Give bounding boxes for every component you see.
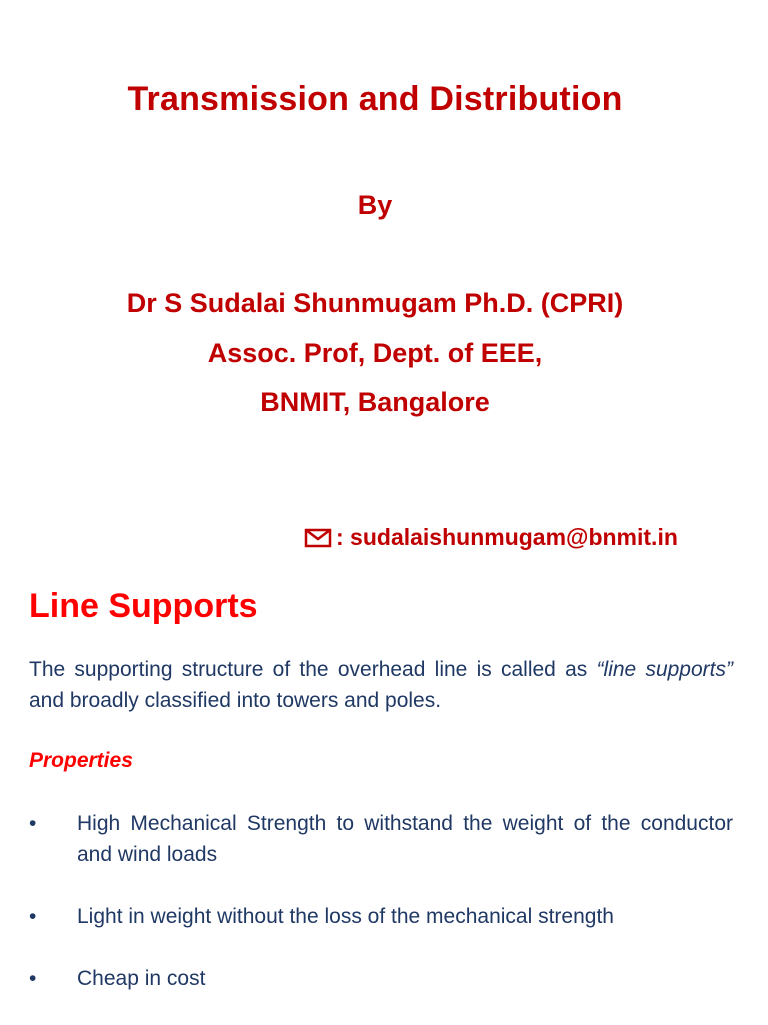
properties-label: Properties — [29, 749, 133, 772]
list-item-text: High Mechanical Strength to withstand the weight of the conductor and wind loads — [77, 812, 733, 866]
list-item — [29, 808, 733, 870]
paragraph-text-start: The supporting structure of the overhead line is called as — [29, 658, 597, 681]
author-designation: Assoc. Prof, Dept. of EEE, — [207, 338, 543, 368]
intro-paragraph — [29, 654, 733, 716]
email-line — [304, 524, 678, 551]
bullet-icon: • — [29, 967, 37, 990]
content-slide — [0, 575, 768, 1024]
properties-list — [29, 808, 733, 1025]
author-institution: BNMIT, Bangalore — [260, 387, 490, 417]
slide-title: Transmission and Distribution — [127, 80, 623, 118]
section-heading: Line Supports — [29, 587, 258, 625]
by-label: By — [357, 190, 393, 220]
paragraph-quote: “line supports” — [596, 658, 733, 681]
list-item-text: Cheap in cost — [77, 967, 206, 990]
bullet-icon: • — [29, 812, 37, 835]
list-item — [29, 963, 733, 994]
author-name: Dr S Sudalai Shunmugam Ph.D. (CPRI) — [126, 288, 624, 318]
list-item-text: Light in weight without the loss of the mechanical strength — [77, 905, 614, 928]
bullet-icon: • — [29, 905, 37, 928]
email-address: : sudalaishunmugam@bnmit.in — [336, 524, 678, 550]
paragraph-text-end: and broadly classified into towers and poles. — [29, 689, 442, 712]
envelope-icon — [304, 527, 334, 549]
list-item — [29, 901, 733, 932]
